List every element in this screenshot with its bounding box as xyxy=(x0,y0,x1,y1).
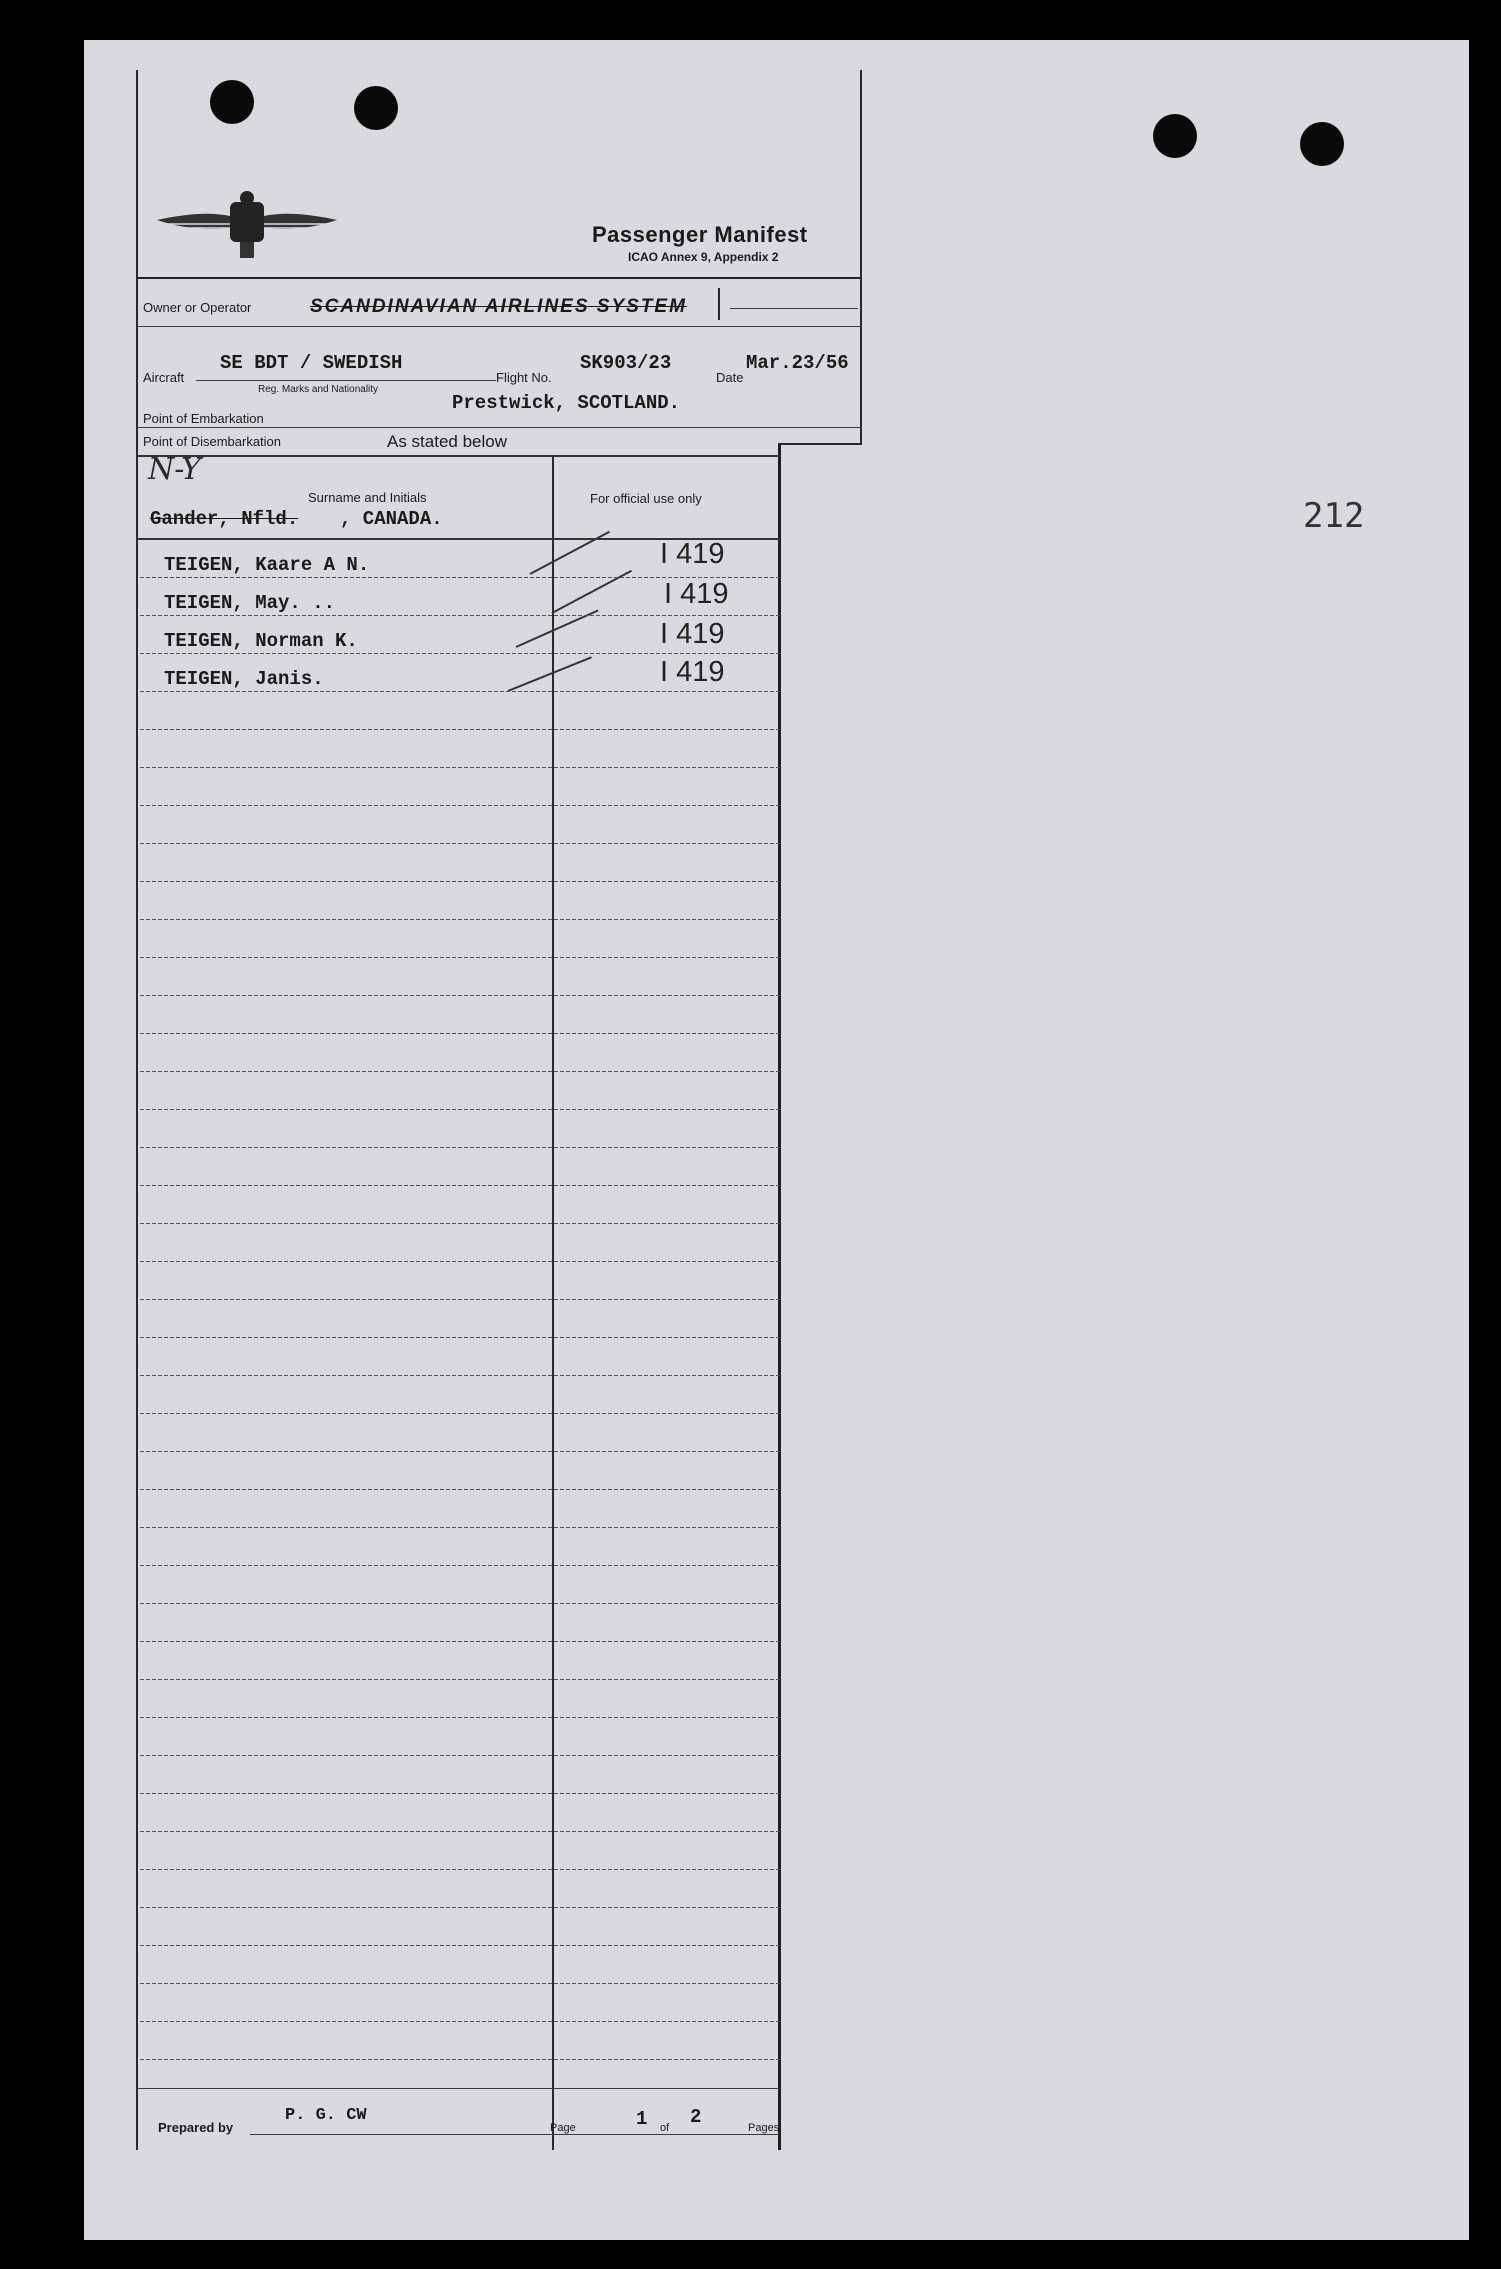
table-row-line xyxy=(140,1679,780,1680)
table-row-line xyxy=(140,919,780,920)
field-line xyxy=(250,2134,550,2135)
table-row-line xyxy=(140,1869,780,1870)
table-row-line xyxy=(140,1071,780,1072)
handwritten-note: N-Y xyxy=(148,452,201,487)
flight-value: SK903/23 xyxy=(580,352,672,374)
divider xyxy=(136,277,862,279)
table-row-line xyxy=(140,1793,780,1794)
divider xyxy=(136,326,862,327)
table-row-line xyxy=(140,577,780,578)
official-code: I 419 xyxy=(660,538,725,570)
table-row-line xyxy=(140,691,780,692)
aircraft-value: SE BDT / SWEDISH xyxy=(220,352,403,374)
flight-label: Flight No. xyxy=(496,370,552,385)
table-row-line xyxy=(140,1489,780,1490)
manifest-title: Passenger Manifest xyxy=(592,222,808,247)
destination-struck: Gander, Nfld. xyxy=(150,508,299,530)
field-line xyxy=(548,2134,780,2135)
owner-value: SCANDINAVIAN AIRLINES SYSTEM xyxy=(310,296,687,317)
form-border xyxy=(136,70,138,2150)
aircraft-sublabel: Reg. Marks and Nationality xyxy=(258,384,379,395)
table-row-line xyxy=(140,1907,780,1908)
destination-value: , CANADA. xyxy=(340,508,443,530)
page-number: 1 xyxy=(636,2108,648,2130)
table-row-line xyxy=(140,1945,780,1946)
table-row-line xyxy=(140,1033,780,1034)
punch-hole xyxy=(1300,122,1344,166)
table-row-line xyxy=(140,653,780,654)
table-row-line xyxy=(140,615,780,616)
date-value: Mar.23/56 xyxy=(746,352,849,374)
divider xyxy=(718,288,720,320)
table-row-line xyxy=(140,1565,780,1566)
page-total: 2 xyxy=(690,2106,702,2128)
disembarkation-label: Point of Disembarkation xyxy=(143,434,282,449)
passenger-name: TEIGEN, May. .. xyxy=(164,592,336,614)
prepared-value: P. G. CW xyxy=(285,2106,367,2125)
embarkation-value: Prestwick, SCOTLAND. xyxy=(452,392,681,414)
table-row-line xyxy=(140,767,780,768)
table-row-line xyxy=(140,1983,780,1984)
table-row-line xyxy=(140,1299,780,1300)
table-row-line xyxy=(140,729,780,730)
table-row-line xyxy=(140,1451,780,1452)
official-code: I 419 xyxy=(660,618,725,650)
date-label: Date xyxy=(716,370,744,385)
field-line xyxy=(136,427,862,428)
table-row-line xyxy=(140,1185,780,1186)
aircraft-label: Aircraft xyxy=(143,370,185,385)
col-header-surname: Surname and Initials xyxy=(308,490,427,505)
owner-label: Owner or Operator xyxy=(143,300,252,315)
table-row-line xyxy=(140,1755,780,1756)
punch-hole xyxy=(354,86,398,130)
passenger-name: TEIGEN, Janis. xyxy=(164,668,324,690)
page-label: Page xyxy=(550,2122,576,2134)
divider xyxy=(136,455,780,457)
disembarkation-value: As stated below xyxy=(387,432,508,451)
divider xyxy=(730,308,858,309)
table-row-line xyxy=(140,1147,780,1148)
table-row-line xyxy=(140,1261,780,1262)
table-row-line xyxy=(140,843,780,844)
airline-logo xyxy=(152,188,342,266)
table-row-line xyxy=(140,1717,780,1718)
embarkation-label: Point of Embarkation xyxy=(143,411,264,426)
form-border xyxy=(860,70,862,445)
field-line xyxy=(196,380,496,381)
punch-hole xyxy=(210,80,254,124)
table-row-line xyxy=(140,957,780,958)
table-row-line xyxy=(140,1413,780,1414)
table-row-line xyxy=(140,1109,780,1110)
official-code: I 419 xyxy=(660,656,725,688)
passenger-name: TEIGEN, Norman K. xyxy=(164,630,358,652)
punch-hole xyxy=(1153,114,1197,158)
table-row-line xyxy=(140,1337,780,1338)
table-row-line xyxy=(140,1831,780,1832)
of-label: of xyxy=(660,2122,670,2134)
form-border xyxy=(778,443,862,445)
col-header-official: For official use only xyxy=(590,491,702,506)
margin-number: 212 xyxy=(1303,496,1365,536)
table-row-line xyxy=(140,2021,780,2022)
table-row-line xyxy=(140,881,780,882)
table-row-line xyxy=(140,1223,780,1224)
passenger-name: TEIGEN, Kaare A N. xyxy=(164,554,370,576)
official-code: I 419 xyxy=(664,578,729,610)
form-border xyxy=(778,445,781,2150)
prepared-label: Prepared by xyxy=(158,2120,234,2135)
table-row-line xyxy=(140,1603,780,1604)
table-row-line xyxy=(140,1527,780,1528)
pages-label: Pages xyxy=(748,2122,780,2134)
table-row-line xyxy=(140,1641,780,1642)
divider xyxy=(136,2088,780,2089)
table-row-line xyxy=(140,1375,780,1376)
manifest-subtitle: ICAO Annex 9, Appendix 2 xyxy=(628,250,779,264)
table-row-line xyxy=(140,805,780,806)
column-divider xyxy=(552,457,554,2150)
table-row-line xyxy=(140,2059,780,2060)
table-row-line xyxy=(140,995,780,996)
